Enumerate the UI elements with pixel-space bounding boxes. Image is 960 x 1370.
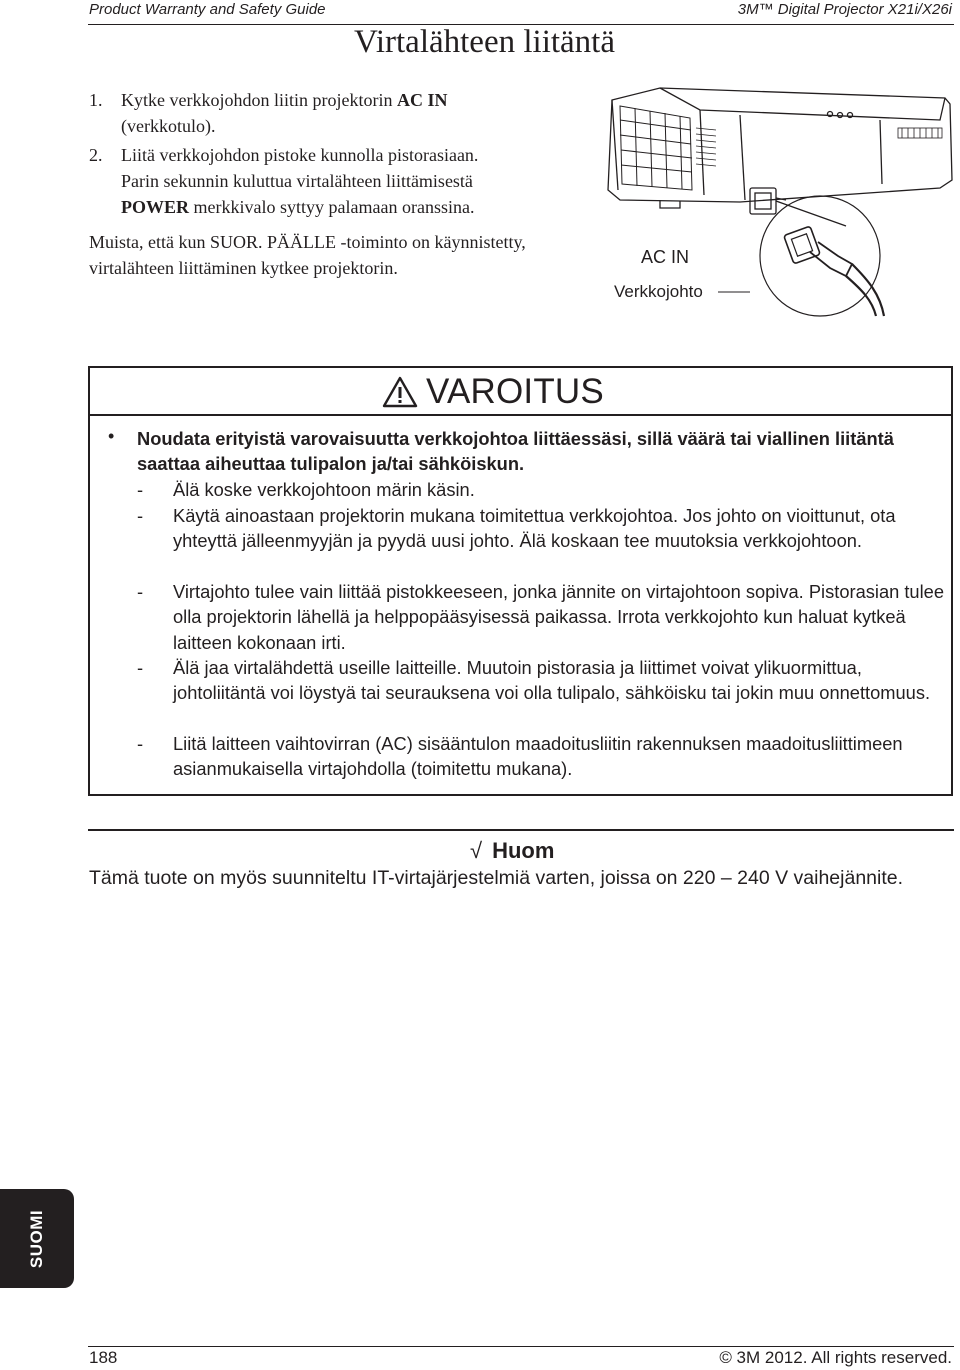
warning-item-text: Liitä laitteen vaihtovirran (AC) sisääntulon maadoitusliitin rakennuksen maadoitusliittimeen asianmukaisella virtajohdolla (toimitettu mukana). [173,733,903,780]
note-title: Huom [492,838,555,863]
warning-item [137,579,947,655]
list-dash: - [137,505,144,526]
warning-item [137,655,947,706]
step-1-line-a: Kytke verkkojohdon liitin projektorin [121,90,397,110]
warning-box [88,366,953,796]
step-2-text [121,142,478,220]
auto-power-note: Muista, että kun SUOR. PÄÄLLE -toiminto on käynnistetty, virtalähteen liittäminen kytkee projektorin. [89,232,526,278]
footer-divider [88,1346,954,1347]
warning-lead-text: Noudata erityistä varovaisuutta verkkojohtoa liittäessäsi, sillä väärä tai viallinen liitäntä saattaa aiheuttaa tulipalon ja/tai sähköiskun. [137,428,894,474]
warning-item-text: Älä jaa virtalähdettä useille laitteille. Muutoin pistorasia ja liittimet voivat ylikuormittua, johtoliitäntä voi löystyä tai seurauksena voi olla tulipalo, sähköisku tai jokin muu onnettomuus. [173,657,931,704]
warning-item-text: Virtajohto tulee vain liittää pistokkeeseen, jonka jännite on virtajohtoon sopiva. Pistorasian tulee olla projektorin lähellä ja helppopääsyisessä paikassa. Irrota verkkojohto kun haluat kytkeä laitteen kokonaan irti. [173,581,944,653]
warning-header-divider [90,414,951,416]
page-number: 188 [89,1348,118,1367]
warning-item [137,503,947,554]
vent-grille [620,106,692,190]
language-tab [0,1189,74,1288]
list-dash: - [137,479,144,500]
header-product-name: 3M™ Digital Projector X21i/X26i [737,1,952,18]
warning-header [382,370,604,414]
ac-in-label: AC IN [641,247,690,267]
note-divider [88,829,954,831]
step-2-line-b: Parin sekunnin kuluttua virtalähteen liittämisestä [121,171,473,191]
warning-triangle-icon [382,376,418,408]
step-2-number: 2. [89,145,103,165]
header-guide-title: Product Warranty and Safety Guide [89,1,326,18]
note-header [470,838,554,864]
page-title: Virtalähteen liitäntä [354,24,615,60]
warning-title: VAROITUS [426,372,604,411]
ac-in-term: AC IN [396,90,448,110]
step-2-line-a: Liitä verkkojohdon pistoke kunnolla pistorasiaan. [121,145,479,165]
step-1-line-b: (verkkotulo). [121,116,216,136]
copyright: © 3M 2012. All rights reserved. [719,1348,952,1367]
step-2-line-c: merkkivalo syttyy palamaan oranssina. [189,197,475,217]
step-1 [0,87,600,139]
warning-item-text: Käytä ainoastaan projektorin mukana toimitettua verkkojohtoa. Jos johto on vioittunut, ota yhteyttä jälleenmyyjän ja pyydä uusi johto. Älä koskaan tee muutoksia verkkojohtoon. [173,505,896,552]
list-dash: - [137,581,144,602]
step-1-number: 1. [89,90,103,110]
warning-item-text: Älä koske verkkojohtoon märin käsin. [173,479,475,500]
note-text: Tämä tuote on myös suunniteltu IT-virtajärjestelmiä varten, joissa on 220 – 240 V vaihejännite. [89,867,904,889]
power-cord-label: Verkkojohto [614,282,703,301]
power-term: POWER [121,197,190,217]
list-dash: - [137,733,144,754]
warning-item [137,731,947,782]
language-tab-label: SUOMI [27,1209,46,1269]
check-mark-icon: √ [470,838,483,863]
warning-bullet: • [108,426,115,446]
step-2 [0,142,600,220]
list-dash: - [137,657,144,678]
step-1-text [121,87,447,139]
warning-item [137,477,947,502]
